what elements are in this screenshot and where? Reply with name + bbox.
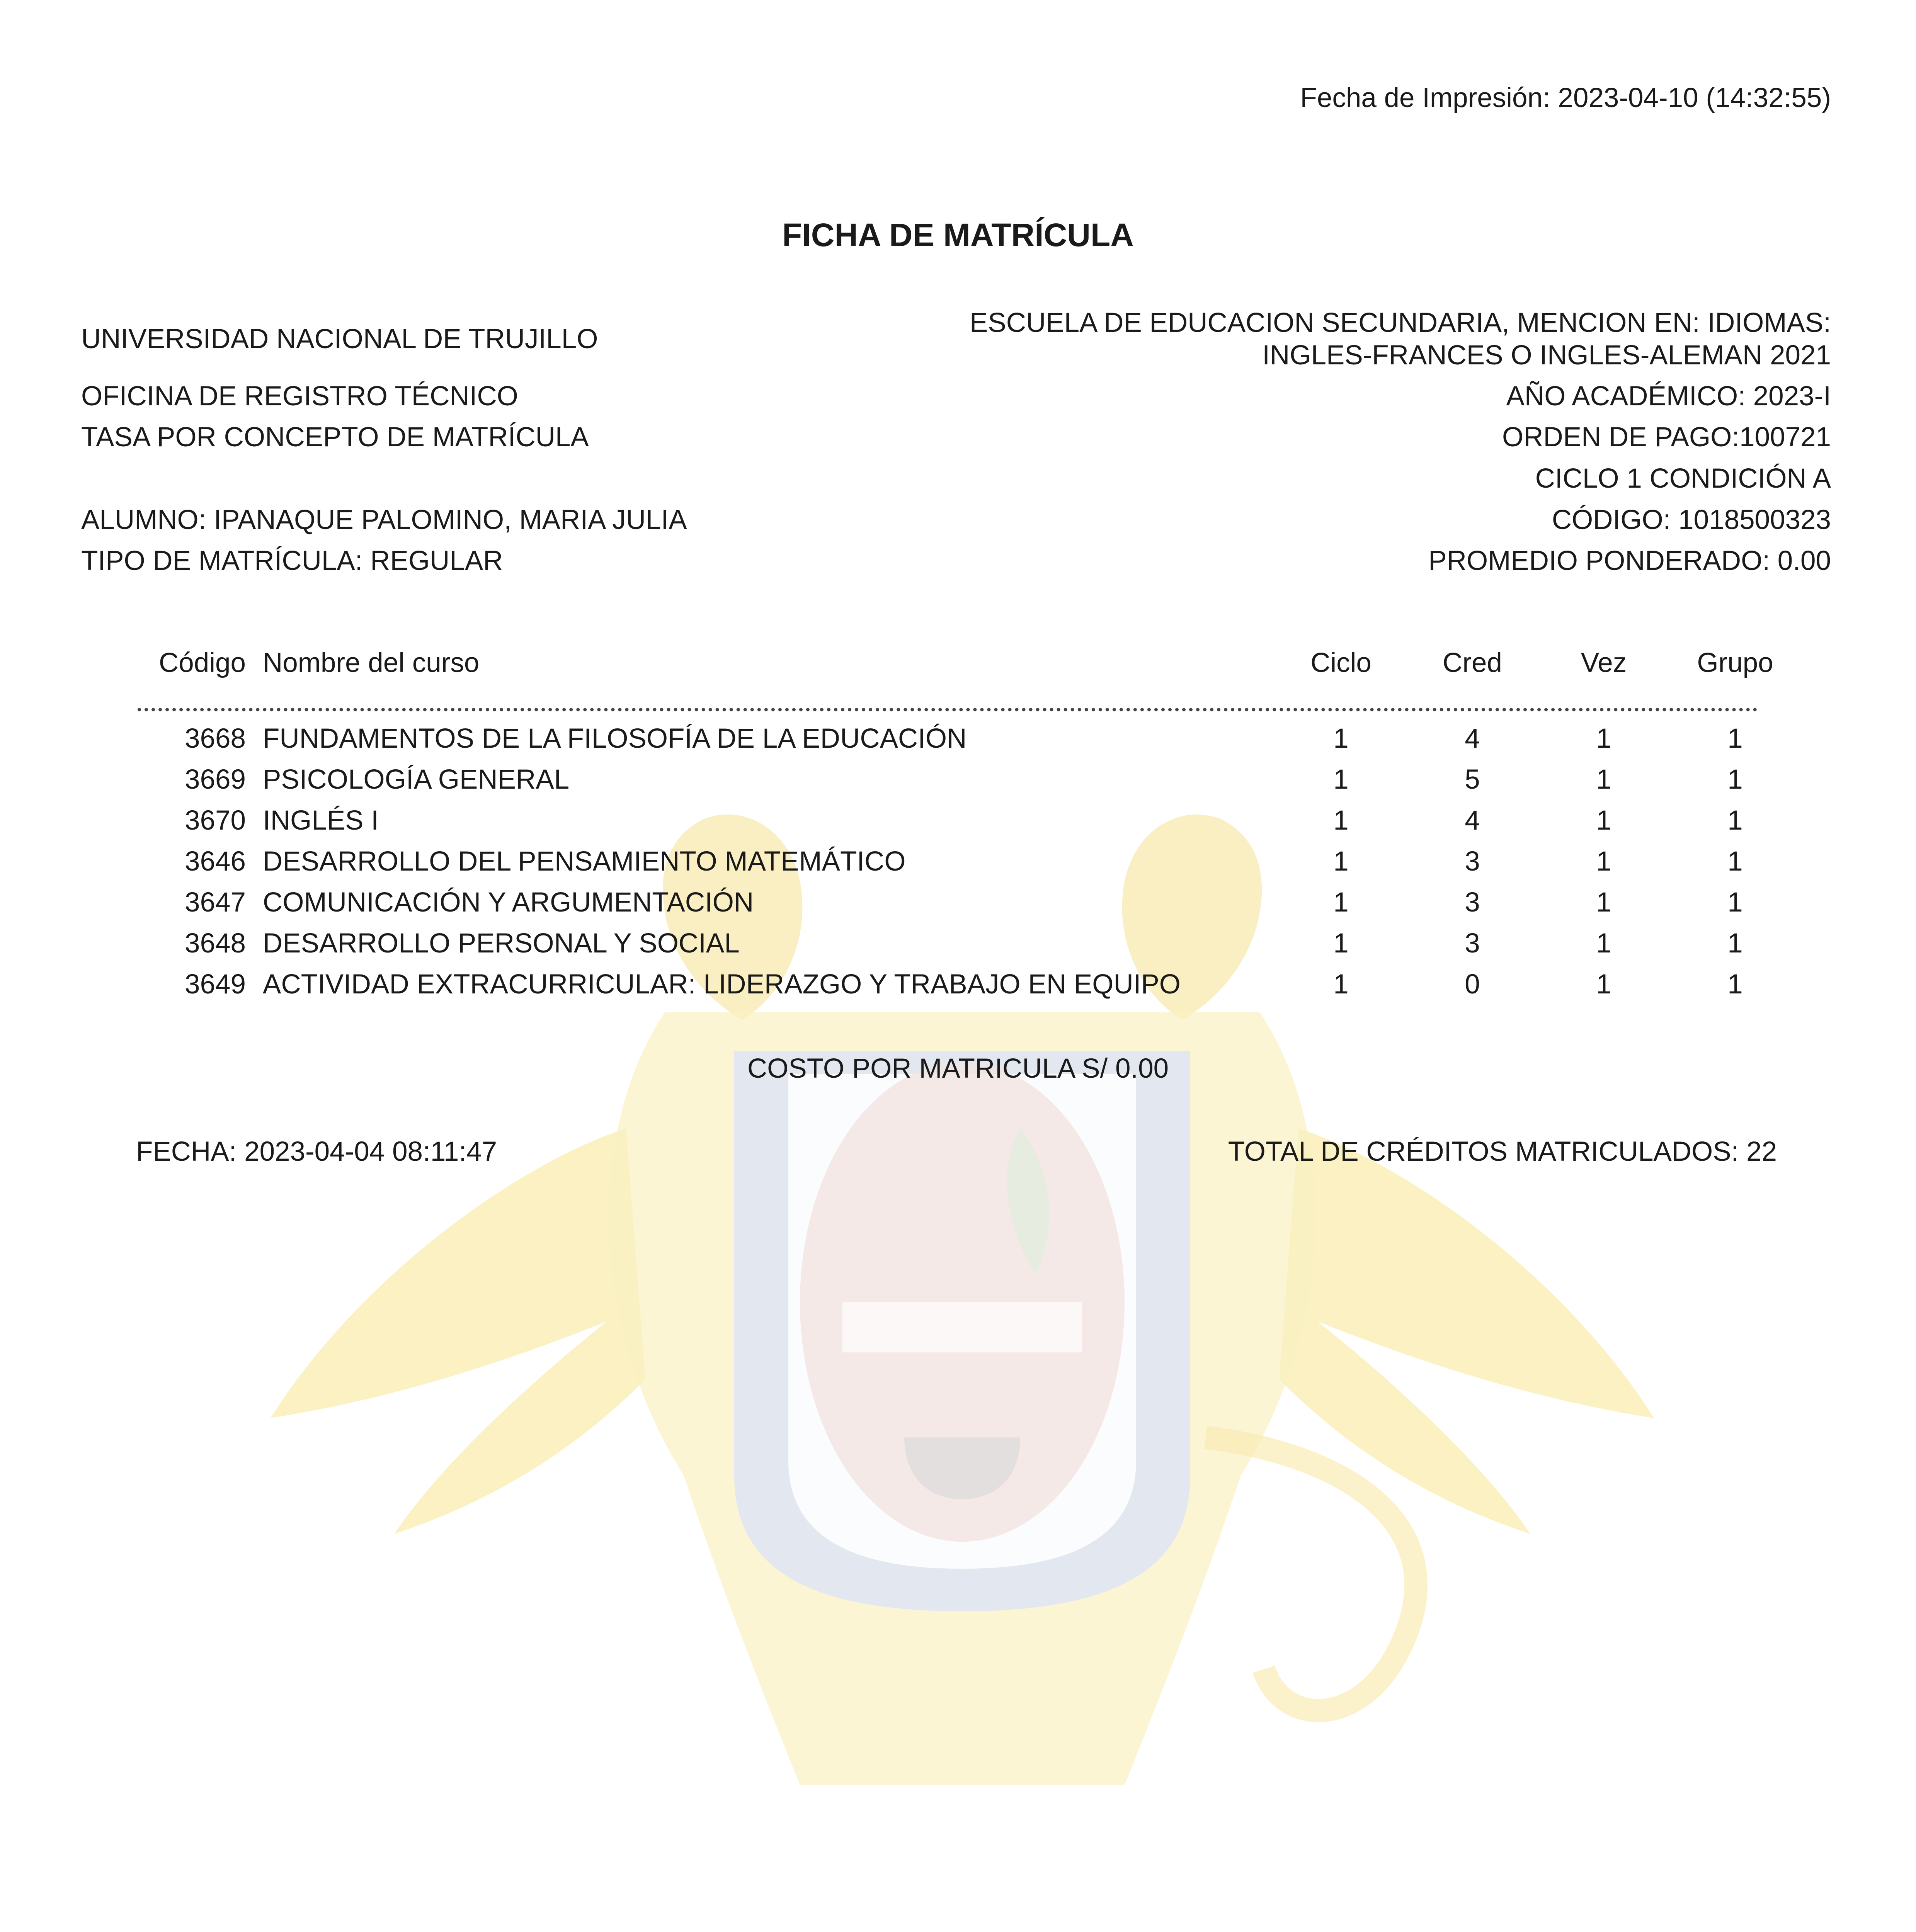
table-row: [138, 964, 1801, 1005]
course-name: ACTIVIDAD EXTRACURRICULAR: LIDERAZGO Y TRABAJO EN EQUIPO: [263, 969, 1181, 1000]
print-date: Fecha de Impresión: 2023-04-10 (14:32:55): [1300, 83, 1831, 113]
enrollment-cost: COSTO POR MATRICULA S/ 0.00: [747, 1053, 1169, 1084]
enrollment-date: FECHA: 2023-04-04 08:11:47: [136, 1136, 497, 1167]
course-grupo: 1: [1727, 928, 1743, 959]
course-ciclo: 1: [1333, 764, 1349, 795]
course-code: 3649: [185, 969, 246, 1000]
table-row: [138, 718, 1801, 759]
course-vez: 1: [1596, 928, 1611, 959]
page-title: FICHA DE MATRÍCULA: [782, 217, 1134, 253]
payment-order: ORDEN DE PAGO:100721: [1502, 422, 1831, 452]
course-ciclo: 1: [1333, 805, 1349, 836]
course-name: PSICOLOGÍA GENERAL: [263, 764, 570, 795]
col-header-grupo: Grupo: [1697, 647, 1773, 678]
course-grupo: 1: [1727, 846, 1743, 877]
course-grupo: 1: [1727, 887, 1743, 918]
col-header-vez: Vez: [1581, 647, 1627, 678]
university-name: UNIVERSIDAD NACIONAL DE TRUJILLO: [81, 324, 598, 354]
course-name: COMUNICACIÓN Y ARGUMENTACIÓN: [263, 887, 754, 918]
course-cred: 3: [1465, 887, 1480, 918]
course-cred: 4: [1465, 805, 1480, 836]
shield-emblem-cross: [842, 1302, 1082, 1352]
student-name: ALUMNO: IPANAQUE PALOMINO, MARIA JULIA: [81, 505, 687, 535]
school-line-2: INGLES-FRANCES O INGLES-ALEMAN 2021: [1262, 340, 1831, 371]
course-name: INGLÉS I: [263, 805, 379, 836]
table-row: [138, 923, 1801, 964]
col-header-cred: Cred: [1443, 647, 1502, 678]
course-vez: 1: [1596, 969, 1611, 1000]
enrollment-type: TIPO DE MATRÍCULA: REGULAR: [81, 546, 503, 576]
course-code: 3648: [185, 928, 246, 959]
course-ciclo: 1: [1333, 969, 1349, 1000]
table-row: [138, 759, 1801, 800]
course-vez: 1: [1596, 846, 1611, 877]
course-vez: 1: [1596, 887, 1611, 918]
col-header-ciclo: Ciclo: [1310, 647, 1371, 678]
course-name: DESARROLLO PERSONAL Y SOCIAL: [263, 928, 740, 959]
course-grupo: 1: [1727, 969, 1743, 1000]
course-ciclo: 1: [1333, 846, 1349, 877]
office-name: OFICINA DE REGISTRO TÉCNICO: [81, 381, 518, 412]
course-vez: 1: [1596, 805, 1611, 836]
course-vez: 1: [1596, 723, 1611, 754]
col-header-code: Código: [159, 647, 246, 678]
course-code: 3669: [185, 764, 246, 795]
course-code: 3646: [185, 846, 246, 877]
course-code: 3668: [185, 723, 246, 754]
course-ciclo: 1: [1333, 928, 1349, 959]
table-header-row: [138, 641, 1801, 684]
table-row: [138, 800, 1801, 841]
course-code: 3670: [185, 805, 246, 836]
academic-year: AÑO ACADÉMICO: 2023-I: [1506, 381, 1831, 412]
table-row: [138, 882, 1801, 923]
course-ciclo: 1: [1333, 887, 1349, 918]
table-row: [138, 841, 1801, 882]
course-name: DESARROLLO DEL PENSAMIENTO MATEMÁTICO: [263, 846, 906, 877]
course-cred: 4: [1465, 723, 1480, 754]
griffin-left-wing: [271, 1128, 645, 1534]
course-name: FUNDAMENTOS DE LA FILOSOFÍA DE LA EDUCACIÓN: [263, 723, 967, 754]
course-cred: 0: [1465, 969, 1480, 1000]
course-vez: 1: [1596, 764, 1611, 795]
course-grupo: 1: [1727, 723, 1743, 754]
col-header-name: Nombre del curso: [263, 647, 480, 678]
student-code: CÓDIGO: 1018500323: [1552, 505, 1831, 535]
course-cred: 5: [1465, 764, 1480, 795]
courses-table: [138, 641, 1801, 1005]
course-grupo: 1: [1727, 764, 1743, 795]
table-header-divider: [138, 708, 1758, 711]
course-code: 3647: [185, 887, 246, 918]
cycle-condition: CICLO 1 CONDICIÓN A: [1535, 463, 1831, 494]
fee-concept: TASA POR CONCEPTO DE MATRÍCULA: [81, 422, 589, 452]
course-cred: 3: [1465, 846, 1480, 877]
course-ciclo: 1: [1333, 723, 1349, 754]
total-credits: TOTAL DE CRÉDITOS MATRICULADOS: 22: [1228, 1136, 1777, 1167]
course-grupo: 1: [1727, 805, 1743, 836]
school-line-1: ESCUELA DE EDUCACION SECUNDARIA, MENCION EN: IDIOMAS:: [970, 308, 1831, 338]
weighted-average: PROMEDIO PONDERADO: 0.00: [1428, 546, 1831, 576]
course-cred: 3: [1465, 928, 1480, 959]
